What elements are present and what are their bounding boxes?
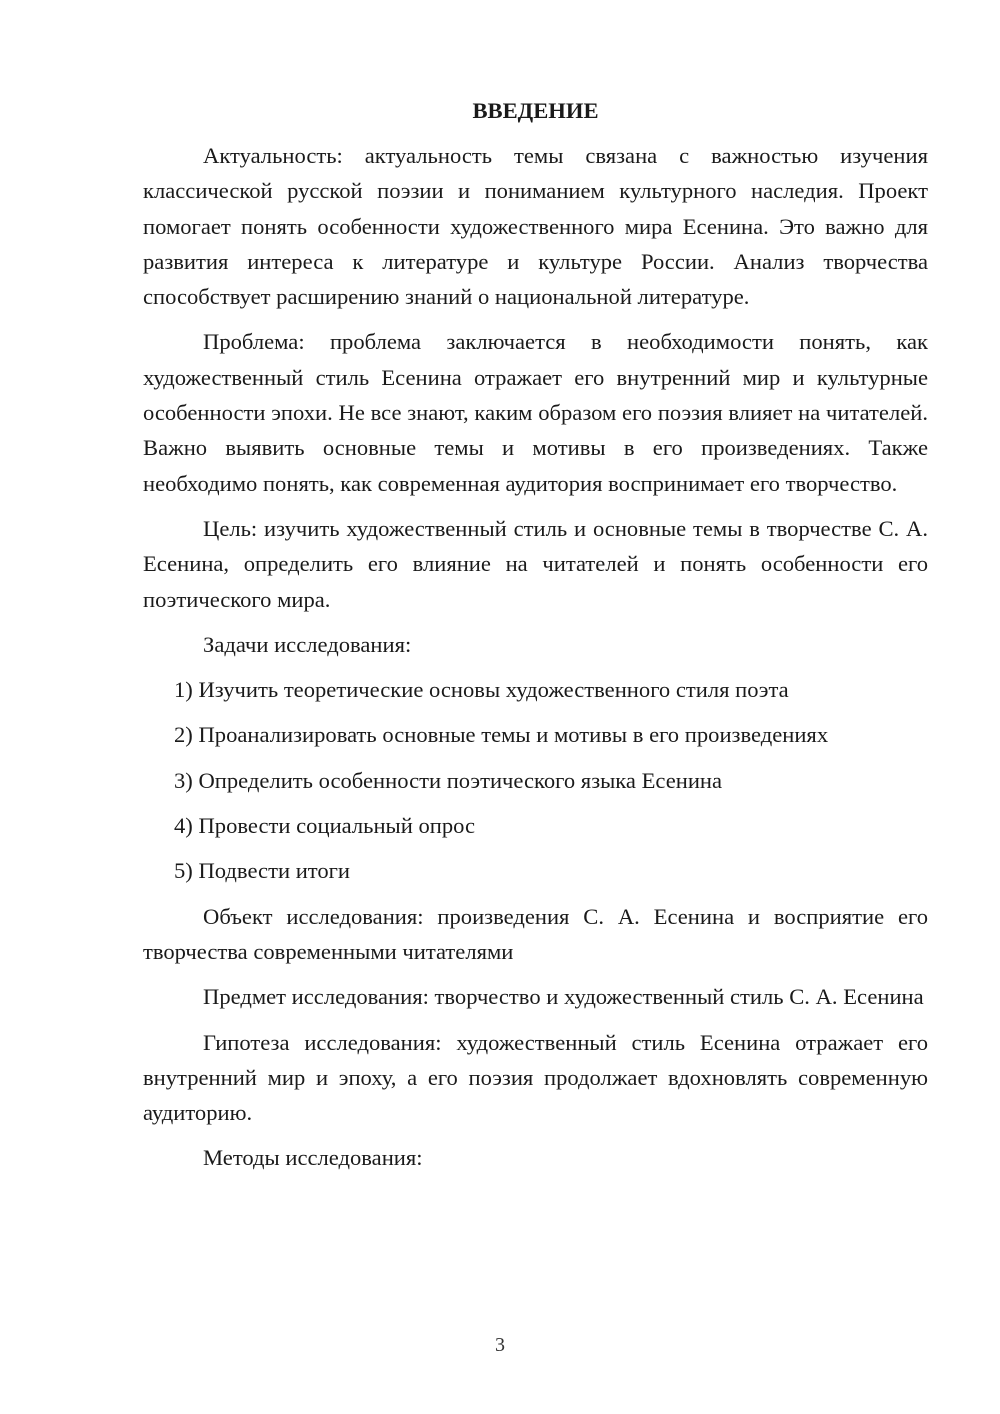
task-item-5: 5) Подвести итоги [174,858,351,884]
task-item-2: 2) Проанализировать основные темы и мотивы в его произведениях [174,722,829,748]
document-page [143,95,928,1186]
tasks-list [143,672,928,888]
problem-paragraph: Проблема: проблема заключается в необходимости понять, как художественный стиль Есенина отражает его внутренний мир и культурные особенности эпохи. Не все знают, каким образом его поэзия влияет на читателей. Важно выявить основные темы и мотивы в его произведениях. Также необходимо понять, как современная аудитория воспринимает его творчество. [143,329,928,496]
task-item-4: 4) Провести социальный опрос [174,813,476,839]
object-paragraph: Объект исследования: произведения С. А. Есенина и восприятие его творчества современными читателями [143,903,928,964]
relevance-paragraph: Актуальность: актуальность темы связана с важностью изучения классической русской поэзии и пониманием культурного наследия. Проект помогает понять особенности художественного мира Есенина. Это важно для развития интереса к литературе и культуре России. Анализ творчества способствует расширению знаний о национальной литературе. [143,143,928,310]
methods-title: Методы исследования: [203,1145,423,1171]
hypothesis-paragraph: Гипотеза исследования: художественный стиль Есенина отражает его внутренний мир и эпоху, а его поэзия продолжает вдохновлять современную аудиторию. [143,1029,928,1126]
page-number: 3 [495,1334,505,1356]
goal-paragraph: Цель: изучить художественный стиль и основные темы в творчестве С. А. Есенина, определить его влияние на читателей и понять особенности его поэтического мира. [143,515,928,612]
subject-paragraph: Предмет исследования: творчество и художественный стиль С. А. Есенина [203,984,924,1010]
task-item-1: 1) Изучить теоретические основы художественного стиля поэта [174,677,789,703]
section-heading: ВВЕДЕНИЕ [472,98,599,123]
task-item-3: 3) Определить особенности поэтического языка Есенина [174,767,723,793]
tasks-title: Задачи исследования: [203,631,412,657]
